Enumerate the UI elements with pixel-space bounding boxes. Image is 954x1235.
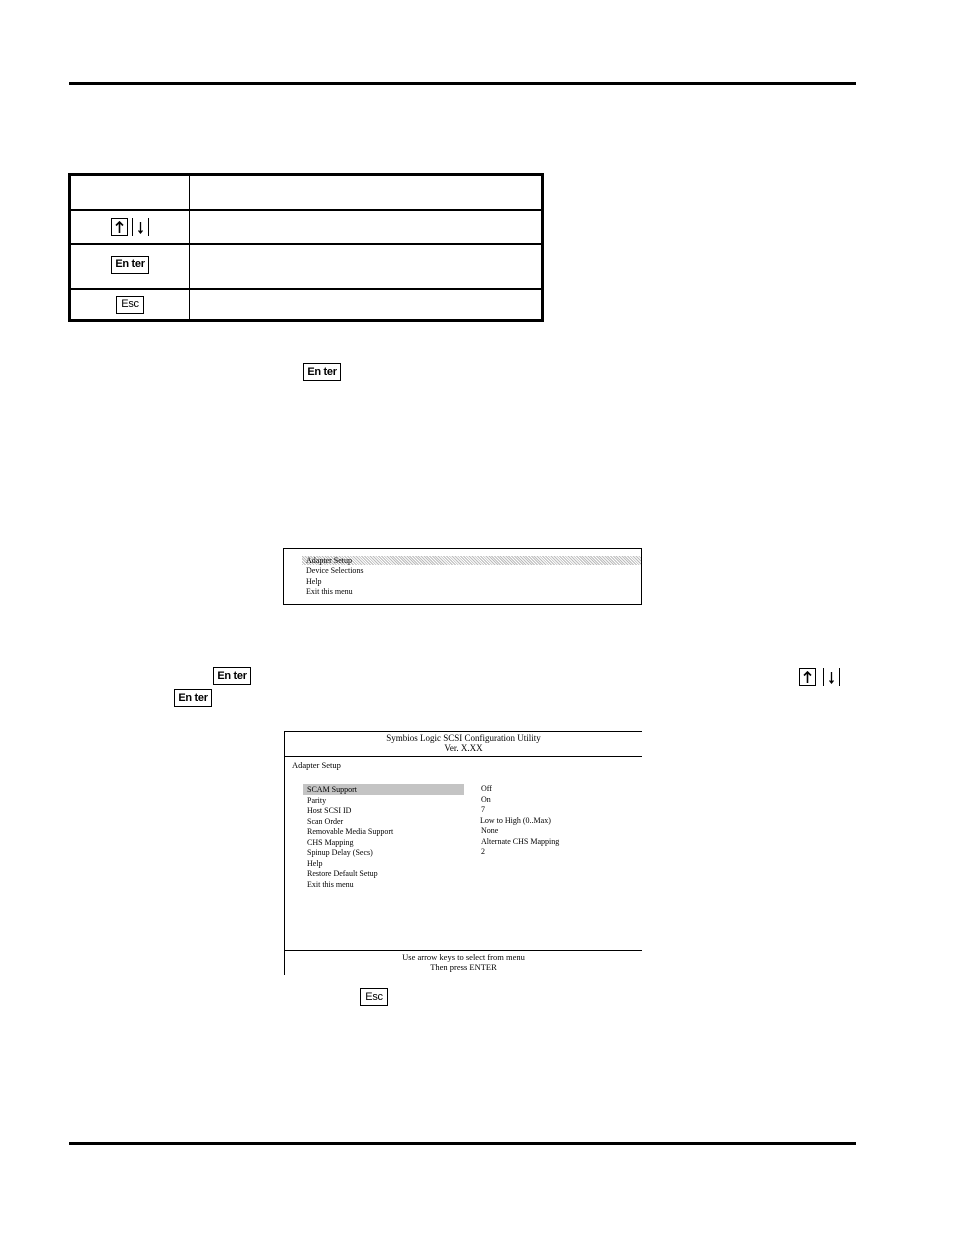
option-scam-support[interactable]: SCAM Support	[307, 785, 358, 794]
enter-key-icon: En ter	[174, 689, 212, 707]
adapter-setup-screen	[284, 731, 642, 975]
key-function-table	[68, 173, 544, 322]
main-menu-screen	[283, 548, 642, 605]
table-row-esc	[71, 288, 541, 319]
value-removable-media: None	[481, 826, 499, 835]
option-removable-media-support[interactable]: Removable Media Support	[307, 827, 394, 836]
header-rule	[69, 82, 856, 85]
title-divider	[285, 756, 642, 757]
menu-item-adapter-setup[interactable]: Adapter Setup	[306, 556, 352, 565]
option-chs-mapping[interactable]: CHS Mapping	[307, 837, 354, 847]
value-spinup-delay: 2	[481, 847, 485, 856]
option-restore-default-setup[interactable]: Restore Default Setup	[307, 869, 378, 878]
up-arrow-key-icon	[111, 218, 128, 236]
section-title: Adapter Setup	[292, 760, 341, 770]
utility-title: Symbios Logic SCSI Configuration Utility Ver. X.XX	[386, 733, 541, 753]
value-parity: On	[481, 794, 491, 804]
menu-item-device-selections[interactable]: Device Selections	[306, 566, 364, 575]
footer-divider	[285, 950, 642, 951]
option-host-scsi-id[interactable]: Host SCSI ID	[307, 806, 352, 815]
value-scan-order: Low to High (0..Max)	[480, 815, 551, 825]
instructions-footer: Use arrow keys to select from menu Then press ENTER	[402, 952, 525, 972]
menu-selection-highlight	[302, 556, 641, 565]
enter-key-icon: En ter	[303, 363, 341, 381]
option-parity[interactable]: Parity	[307, 795, 327, 805]
option-help[interactable]: Help	[307, 858, 323, 868]
footer-rule	[69, 1142, 856, 1145]
menu-item-exit[interactable]: Exit this menu	[306, 587, 353, 596]
up-arrow-key-icon	[799, 668, 816, 686]
value-host-scsi-id: 7	[481, 805, 485, 814]
menu-item-help[interactable]: Help	[306, 577, 322, 586]
option-scan-order[interactable]: Scan Order	[307, 816, 344, 826]
esc-key-icon: Esc	[116, 296, 144, 314]
value-chs-mapping: Alternate CHS Mapping	[481, 836, 560, 846]
enter-key-icon: En ter	[213, 667, 251, 685]
option-exit-menu[interactable]: Exit this menu	[307, 879, 354, 889]
down-arrow-key-icon	[823, 668, 840, 686]
table-row-arrows	[71, 209, 541, 243]
esc-key-icon: Esc	[360, 988, 388, 1006]
enter-key-icon: En ter	[111, 256, 149, 274]
value-scam-support: Off	[481, 784, 492, 793]
option-spinup-delay[interactable]: Spinup Delay (Secs)	[307, 848, 373, 857]
table-header-row	[71, 176, 541, 209]
down-arrow-key-icon	[132, 218, 149, 236]
table-row-enter	[71, 243, 541, 288]
